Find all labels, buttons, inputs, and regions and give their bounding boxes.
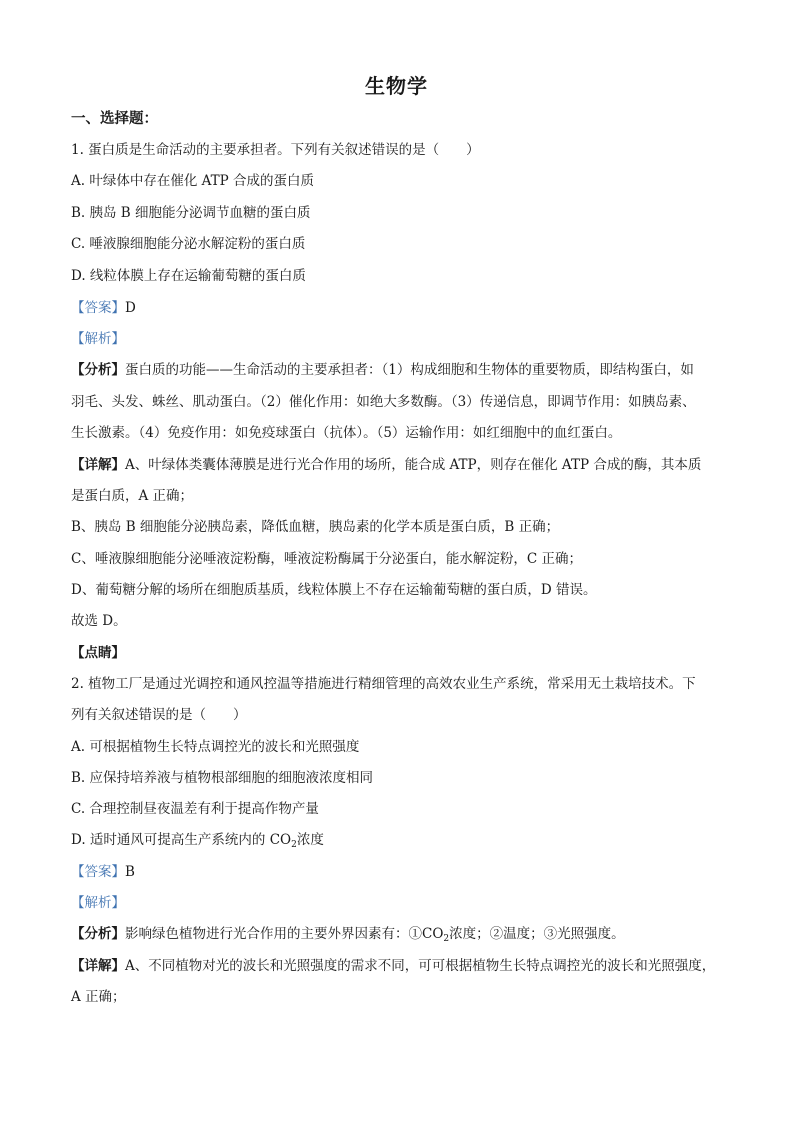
q2-answer bbox=[71, 863, 135, 881]
q2-xiangjie-line-1 bbox=[71, 957, 715, 975]
subscript: 2 bbox=[291, 840, 297, 850]
subscript: 2 bbox=[443, 934, 450, 944]
page-title: 生物学 bbox=[365, 74, 428, 98]
q1-xiangjie-line-4: C、唾液腺细胞能分泌唾液淀粉酶，唾液淀粉酶属于分泌蛋白，能水解淀粉，C 正确； bbox=[71, 551, 582, 567]
xiangjie-label: 【详解】 bbox=[71, 958, 125, 974]
q2-xiangjie-line-2: A 正确； bbox=[71, 989, 126, 1005]
q1-conclusion: 故选 D。 bbox=[71, 613, 127, 629]
q1-xiangjie-line-1 bbox=[71, 456, 701, 474]
q1-xiangjie-line-3: B、胰岛 B 细胞能分泌胰岛素，降低血糖，胰岛素的化学本质是蛋白质，B 正确； bbox=[71, 519, 560, 535]
q1-fenxi-line-3: 生长激素。（4）免疫作用：如免疫球蛋白（抗体）。（5）运输作用：如红细胞中的血红蛋白。 bbox=[71, 425, 622, 441]
question-1-stem: 1. 蛋白质是生命活动的主要承担者。下列有关叙述错误的是（ ） bbox=[71, 142, 480, 158]
question-2-stem-line-1: 2. 植物工厂是通过光调控和通风控温等措施进行精细管理的高效农业生产系统，常采用无土栽培技术。下 bbox=[71, 676, 696, 692]
q2-option-c: C. 合理控制昼夜温差有利于提高作物产量 bbox=[71, 801, 319, 817]
section-heading: 一、选择题： bbox=[71, 111, 158, 127]
fenxi-text: 影响绿色植物进行光合作用的主要外界因素有：①CO bbox=[125, 926, 444, 942]
q1-option-c: C. 唾液腺细胞能分泌水解淀粉的蛋白质 bbox=[71, 236, 306, 252]
q1-answer bbox=[71, 299, 136, 317]
q2-option-b: B. 应保持培养液与植物根部细胞的细胞液浓度相同 bbox=[71, 770, 374, 786]
q1-option-b: B. 胰岛 B 细胞能分泌调节血糖的蛋白质 bbox=[71, 205, 311, 221]
answer-label: 【答案】 bbox=[71, 300, 125, 316]
q1-analysis-label: 【解析】 bbox=[71, 331, 125, 347]
q2-option-d bbox=[71, 831, 324, 854]
answer-label: 【答案】 bbox=[71, 864, 125, 880]
q1-dianjing-label: 【点睛】 bbox=[71, 645, 125, 661]
q1-option-d: D. 线粒体膜上存在运输葡萄糖的蛋白质 bbox=[71, 268, 306, 284]
q1-fenxi-line-2: 羽毛、头发、蛛丝、肌动蛋白。（2）催化作用：如绝大多数酶。（3）传递信息，即调节作用：如胰岛素、 bbox=[71, 394, 696, 410]
q2-fenxi bbox=[71, 925, 625, 948]
q2-option-a: A. 可根据植物生长特点调控光的波长和光照强度 bbox=[71, 739, 360, 755]
option-d-text: D. 适时通风可提高生产系统内的 CO bbox=[71, 832, 292, 848]
xiangjie-label: 【详解】 bbox=[71, 457, 125, 473]
fenxi-text: 蛋白质的功能——生命活动的主要承担者：（1）构成细胞和生物体的重要物质，即结构蛋白，如 bbox=[125, 362, 694, 378]
answer-value: D bbox=[125, 300, 136, 316]
answer-value: B bbox=[125, 864, 135, 880]
question-2-stem-line-2: 列有关叙述错误的是（ ） bbox=[71, 707, 247, 723]
q2-analysis-label: 【解析】 bbox=[71, 895, 125, 911]
fenxi-label: 【分析】 bbox=[71, 926, 125, 942]
q1-xiangjie-line-2: 是蛋白质，A 正确； bbox=[71, 488, 194, 504]
q1-option-a: A. 叶绿体中存在催化 ATP 合成的蛋白质 bbox=[71, 173, 315, 189]
xiangjie-text: A、叶绿体类囊体薄膜是进行光合作用的场所，能合成 ATP，则存在催化 ATP 合成的酶，其本质 bbox=[125, 457, 702, 473]
xiangjie-text: A、不同植物对光的波长和光照强度的需求不同，可可根据植物生长特点调控光的波长和光照强度， bbox=[125, 958, 716, 974]
fenxi-suffix: 浓度；②温度；③光照强度。 bbox=[449, 926, 625, 942]
option-d-suffix: 浓度 bbox=[296, 832, 324, 848]
q1-fenxi-line-1 bbox=[71, 361, 694, 379]
q1-xiangjie-line-5: D、葡萄糖分解的场所在细胞质基质，线粒体膜上不存在运输葡萄糖的蛋白质，D 错误。 bbox=[71, 582, 597, 598]
fenxi-label: 【分析】 bbox=[71, 362, 125, 378]
